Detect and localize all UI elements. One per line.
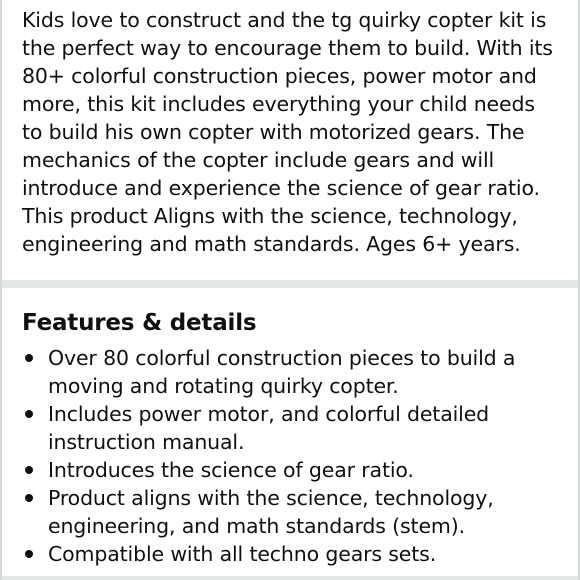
feature-text: Over 80 colorful construction pieces to build a moving and rotating quirky copter.: [48, 346, 516, 398]
product-description-text: Kids love to construct and the tg quirky copter kit is the perfect way to encourage them to build. With its 80+ colorful construction pieces, power motor and more, this kit includes everything your child needs to build his own copter with motorized gears. The mechanics of the copter include gears and will introduce and experience the science of gear ratio. This product Aligns with the science, technology, engineering and math standards. Ages 6+ years.: [22, 8, 553, 256]
feature-text: Includes power motor, and colorful detailed instruction manual.: [48, 402, 490, 454]
features-details-section: [2, 288, 578, 580]
bullet-icon: [25, 354, 33, 362]
bullet-icon: [25, 466, 33, 474]
bullet-icon: [25, 410, 33, 418]
section-divider: [2, 280, 578, 288]
feature-text: Product aligns with the science, technology, engineering, and math standards (stem).: [48, 486, 494, 538]
bullet-icon: [25, 494, 33, 502]
feature-item: [22, 540, 558, 568]
feature-item: [22, 344, 558, 400]
product-description-section: [2, 0, 578, 280]
feature-item: [22, 400, 558, 456]
bottom-divider: [2, 576, 578, 580]
feature-item: [22, 456, 558, 484]
feature-text: Compatible with all techno gears sets.: [48, 542, 437, 566]
features-title: Features & details: [22, 310, 257, 336]
features-list: [22, 344, 558, 568]
feature-item: [22, 484, 558, 540]
bullet-icon: [25, 550, 33, 558]
feature-text: Introduces the science of gear ratio.: [48, 458, 414, 482]
